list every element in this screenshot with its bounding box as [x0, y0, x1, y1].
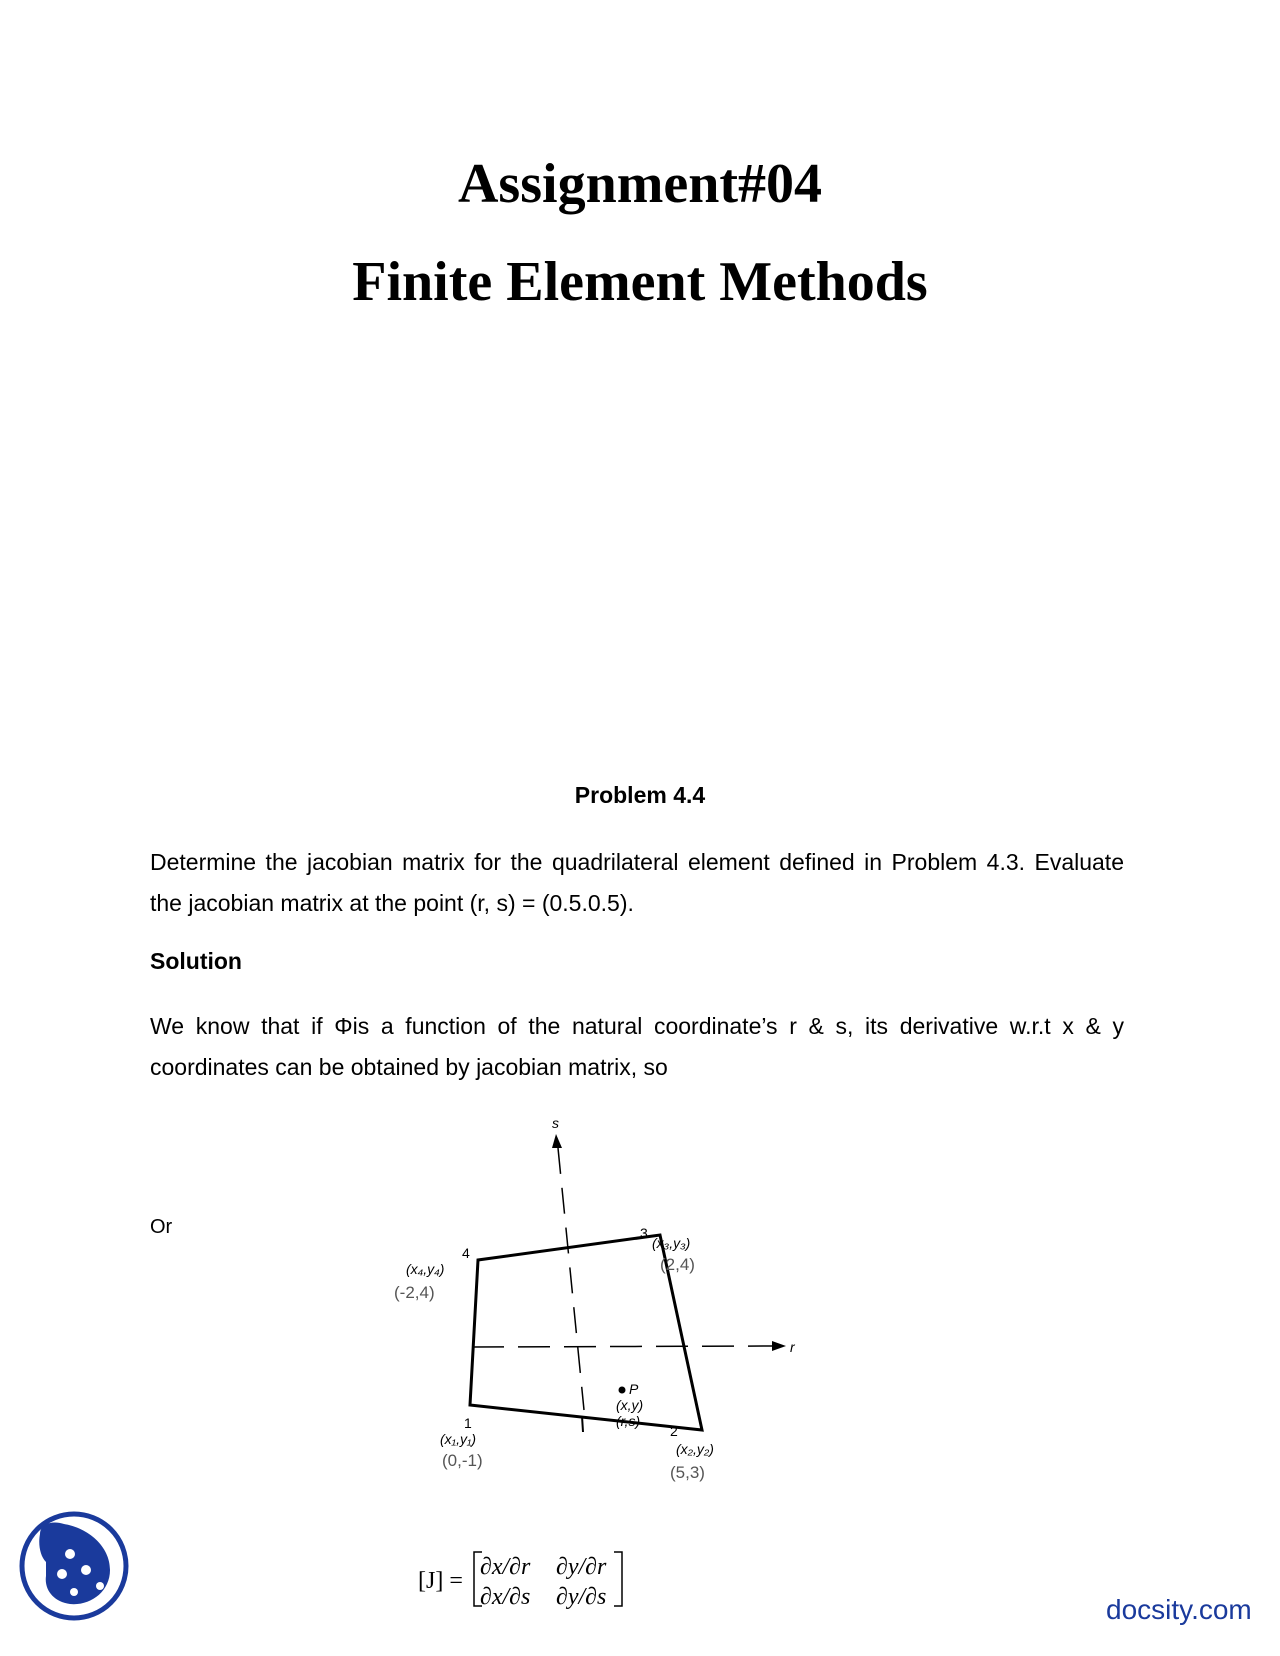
quadrilateral-element-diagram — [380, 1120, 800, 1500]
matrix-a11: ∂x/∂r — [480, 1554, 531, 1580]
right-bracket — [614, 1552, 622, 1606]
r-axis-arrowhead — [772, 1341, 786, 1351]
matrix-a12: ∂y/∂r — [556, 1554, 607, 1580]
problem-heading: Problem 4.4 — [574, 782, 706, 808]
node-2-symbol: (x₂,y₂) — [676, 1441, 714, 1457]
matrix-a21: ∂x/∂s — [480, 1584, 531, 1610]
node-1-symbol: (x₁,y₁) — [440, 1431, 477, 1447]
node-2-number: 2 — [670, 1423, 678, 1439]
node-3-value: (2,4) — [660, 1255, 695, 1274]
docsity-logo-icon — [18, 1510, 130, 1622]
solution-text: We know that if Φis a function of the natural coordinate’s r & s, its derivative w.r.t x & y coordinates can be obtained by jacobian matrix, so — [150, 1013, 1124, 1080]
s-axis-arrowhead — [552, 1134, 562, 1148]
problem-text: Determine the jacobian matrix for the quadrilateral element defined in Problem 4.3. Evaluate the jacobian matrix at the point (r, s) = (0.5.0.5). — [150, 849, 1124, 916]
point-p-marker — [619, 1387, 626, 1394]
node-3-number: 3 — [640, 1225, 648, 1241]
node-3-symbol: (x₃,y₃) — [652, 1235, 691, 1251]
jacobian-equation — [418, 1548, 638, 1612]
title-line-2: Finite Element Methods — [352, 251, 928, 313]
matrix-a22: ∂y/∂s — [556, 1584, 607, 1610]
solution-heading: Solution — [150, 948, 242, 974]
r-axis-label: r — [790, 1339, 795, 1355]
s-axis-label: s — [552, 1120, 559, 1131]
point-p-label: P — [629, 1381, 639, 1397]
title-line-1: Assignment#04 — [457, 153, 823, 215]
node-1-number: 1 — [464, 1415, 472, 1431]
node-1-value: (0,-1) — [442, 1451, 483, 1470]
node-2-value: (5,3) — [670, 1463, 705, 1482]
tick-mark — [582, 1416, 583, 1432]
s-axis-line — [558, 1148, 584, 1410]
point-xy-label: (x,y) — [616, 1397, 644, 1413]
r-axis-line — [472, 1346, 772, 1347]
node-4-value: (-2,4) — [394, 1283, 435, 1302]
or-label: Or — [150, 1216, 173, 1238]
point-rs-label: (r,s) — [616, 1413, 641, 1429]
jacobian-lhs: [J] = — [418, 1568, 463, 1594]
node-4-number: 4 — [462, 1245, 470, 1261]
node-4-symbol: (x₄,y₄) — [406, 1261, 445, 1277]
docsity-brand-link[interactable]: docsity.com — [1106, 1594, 1252, 1625]
